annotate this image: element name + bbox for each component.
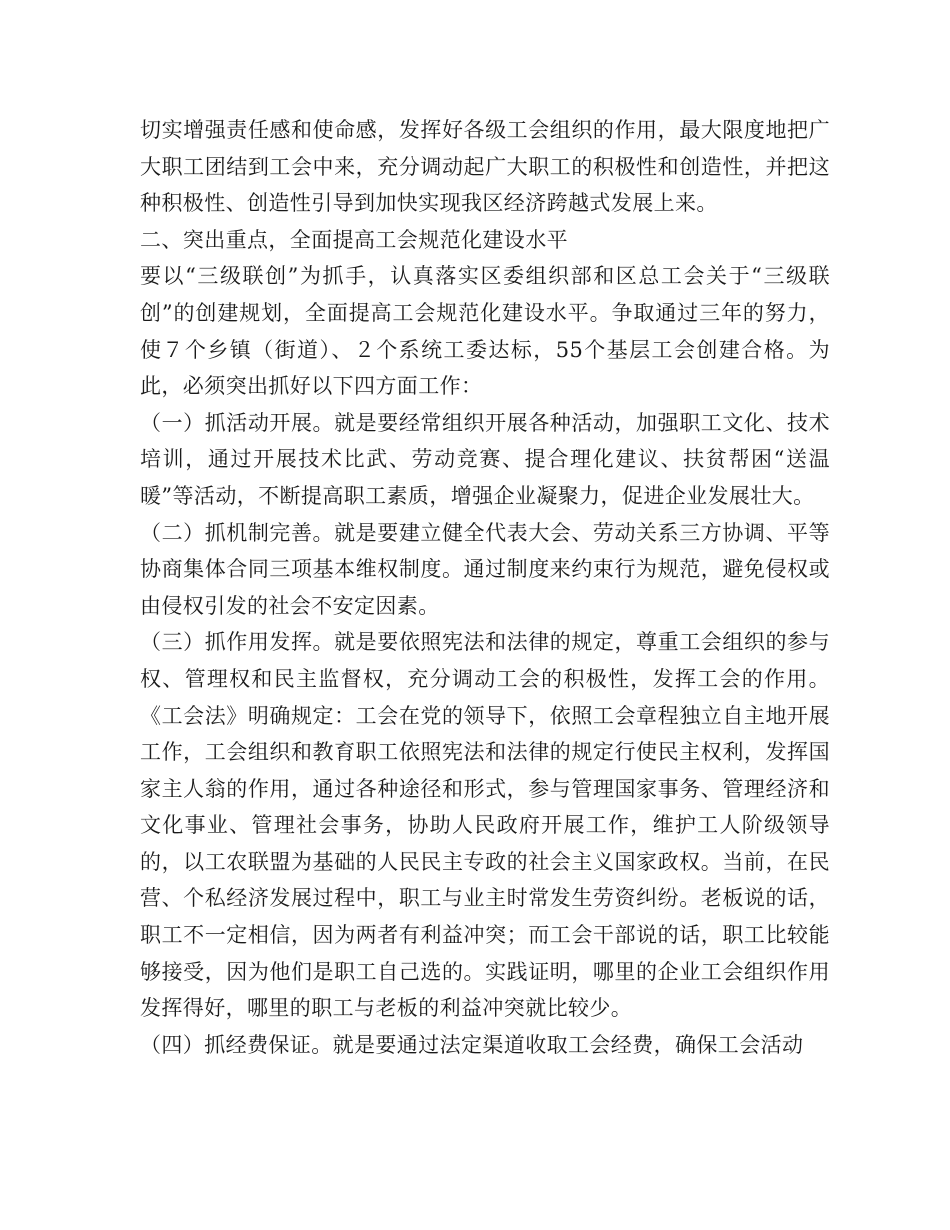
- document-body: [140, 112, 830, 1063]
- paragraph-item-four-funding: （四）抓经费保证。就是要通过法定渠道收取工会经费，确保工会活动: [140, 1032, 804, 1057]
- paragraph-intro-continuation: 切实增强责任感和使命感，发挥好各级工会组织的作用，最大限度地把广大职工团结到工会中来，充分调动起广大职工的积极性和创造性，并把这种积极性、创造性引导到加快实现我区经济跨越式发展上来。: [140, 118, 830, 216]
- paragraph-item-three-role: （三）抓作用发挥。就是要依照宪法和法律的规定，尊重工会组织的参与权、管理权和民主监督权，充分调动工会的积极性，发挥工会的作用。《工会法》明确规定：工会在党的领导下，依照工会章程独立自主地开展工作，工会组织和教育职工依照宪法和法律的规定行使民主权利，发挥国家主人翁的作用，通过各种途径和形式，参与管理国家事务、管理经济和文化事业、管理社会事务，协助人民政府开展工作，维护工人阶级领导的，以工农联盟为基础的人民民主专政的社会主义国家政权。当前，在民营、个私经济发展过程中，职工与业主时常发生劳资纠纷。老板说的话，职工不一定相信，因为两者有利益冲突；而工会干部说的话，职工比较能够接受，因为他们是职工自己选的。实践证明，哪里的企业工会组织作用发挥得好，哪里的职工与老板的利益冲突就比较少。: [140, 630, 830, 1021]
- paragraph-three-level-creation: 要以“三级联创”为抓手，认真落实区委组织部和区总工会关于“三级联创”的创建规划，全面提高工会规范化建设水平。争取通过三年的努力，使７个乡镇（街道）、２个系统工委达标，55个基层工会创建合格。为此，必须突出抓好以下四方面工作：: [140, 264, 830, 399]
- section-heading-two: 二、突出重点，全面提高工会规范化建设水平: [140, 227, 568, 252]
- paragraph-item-two-mechanism: （二）抓机制完善。就是要建立健全代表大会、劳动关系三方协调、平等协商集体合同三项基本维权制度。通过制度来约束行为规范，避免侵权或由侵权引发的社会不安定因素。: [140, 520, 830, 618]
- paragraph-item-one-activities: （一）抓活动开展。就是要经常组织开展各种活动，加强职工文化、技术培训，通过开展技术比武、劳动竞赛、提合理化建议、扶贫帮困“送温暖”等活动，不断提高职工素质，增强企业凝聚力，促进企业发展壮大。: [140, 410, 830, 508]
